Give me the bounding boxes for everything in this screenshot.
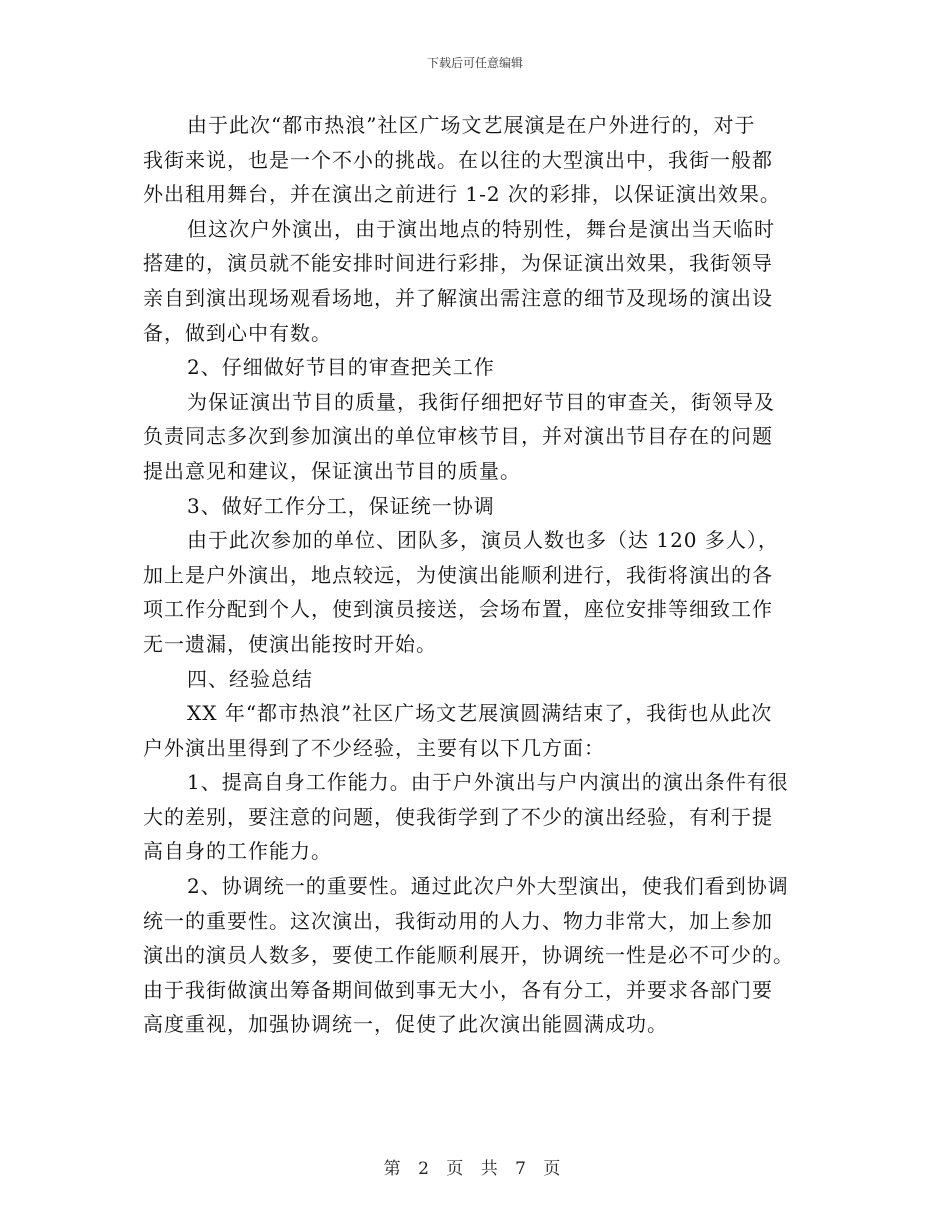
paragraph-2 <box>143 212 813 350</box>
paragraph-line: 无一遗漏，使演出能按时开始。 <box>143 631 437 656</box>
paragraph-line: 户外演出里得到了不少经验，主要有以下几方面： <box>143 735 605 760</box>
paragraph-line: 大的差别，要注意的问题，使我街学到了不少的演出经验，有利于提 <box>143 804 773 829</box>
paragraph-line: 为保证演出节目的质量，我街仔细把好节目的审查关，街领导及 <box>187 389 775 414</box>
paragraph-4 <box>143 523 813 661</box>
section-heading-2 <box>143 350 813 385</box>
header-note: 下载后可任意编辑 <box>426 56 523 70</box>
paragraph-line: 2、协调统一的重要性。通过此次户外大型演出，使我们看到协调 <box>187 874 789 899</box>
paragraph-line: 备，做到心中有数。 <box>143 320 332 345</box>
paragraph-line: 由于我街做演出筹备期间做到事无大小，各有分工，并要求各部门要 <box>143 977 773 1002</box>
paragraph-line: 项工作分配到个人，使到演员接送，会场布置，座位安排等细致工作 <box>143 597 773 622</box>
paragraph-5 <box>143 696 813 765</box>
paragraph-line: 外出租用舞台，并在演出之前进行 1-2 次的彩排，以保证演出效果。 <box>143 182 781 207</box>
page-number: 第 2 页 共 7 页 <box>383 1159 567 1179</box>
section-heading: 2、仔细做好节目的审查把关工作 <box>187 355 495 380</box>
paragraph-line: 演出的演员人数多，要使工作能顺利展开，协调统一性是必不可少的。 <box>143 943 794 968</box>
document-body <box>143 108 813 1042</box>
section-heading: 四、经验总结 <box>187 666 313 691</box>
paragraph-line: 高度重视，加强协调统一，促使了此次演出能圆满成功。 <box>143 1012 668 1037</box>
section-heading: 3、做好工作分工，保证统一协调 <box>187 493 495 518</box>
section-heading-3 <box>143 489 813 524</box>
paragraph-line: 但这次户外演出，由于演出地点的特别性，舞台是演出当天临时 <box>187 216 775 241</box>
paragraph-1 <box>143 108 813 212</box>
paragraph-line: 高自身的工作能力。 <box>143 839 332 864</box>
paragraph-line: 亲自到演出现场观看场地，并了解演出需注意的细节及现场的演出设 <box>143 285 773 310</box>
paragraph-line: 统一的重要性。这次演出，我街动用的人力、物力非常大，加上参加 <box>143 908 773 933</box>
paragraph-line: 搭建的，演员就不能安排时间进行彩排，为保证演出效果，我街领导 <box>143 251 773 276</box>
paragraph-line: 负责同志多次到参加演出的单位审核节目，并对演出节目存在的问题 <box>143 424 773 449</box>
paragraph-line: 由于此次“都市热浪”社区广场文艺展演是在户外进行的，对于 <box>187 113 756 137</box>
paragraph-line: 我街来说，也是一个不小的挑战。在以往的大型演出中，我街一般都 <box>143 147 773 172</box>
paragraph-line: 由于此次参加的单位、团队多，演员人数也多（达 120 多人）， <box>187 528 779 553</box>
paragraph-line: 加上是户外演出，地点较远，为使演出能顺利进行，我街将演出的各 <box>143 562 773 587</box>
paragraph-line: 1、提高自身工作能力。由于户外演出与户内演出的演出条件有很 <box>187 770 789 795</box>
paragraph-7 <box>143 869 813 1042</box>
paragraph-line: XX 年“都市热浪”社区广场文艺展演圆满结束了，我街也从此次 <box>187 701 773 726</box>
paragraph-3 <box>143 385 813 489</box>
paragraph-6 <box>143 765 813 869</box>
paragraph-line: 提出意见和建议，保证演出节目的质量。 <box>143 458 521 483</box>
section-heading-4 <box>143 662 813 697</box>
